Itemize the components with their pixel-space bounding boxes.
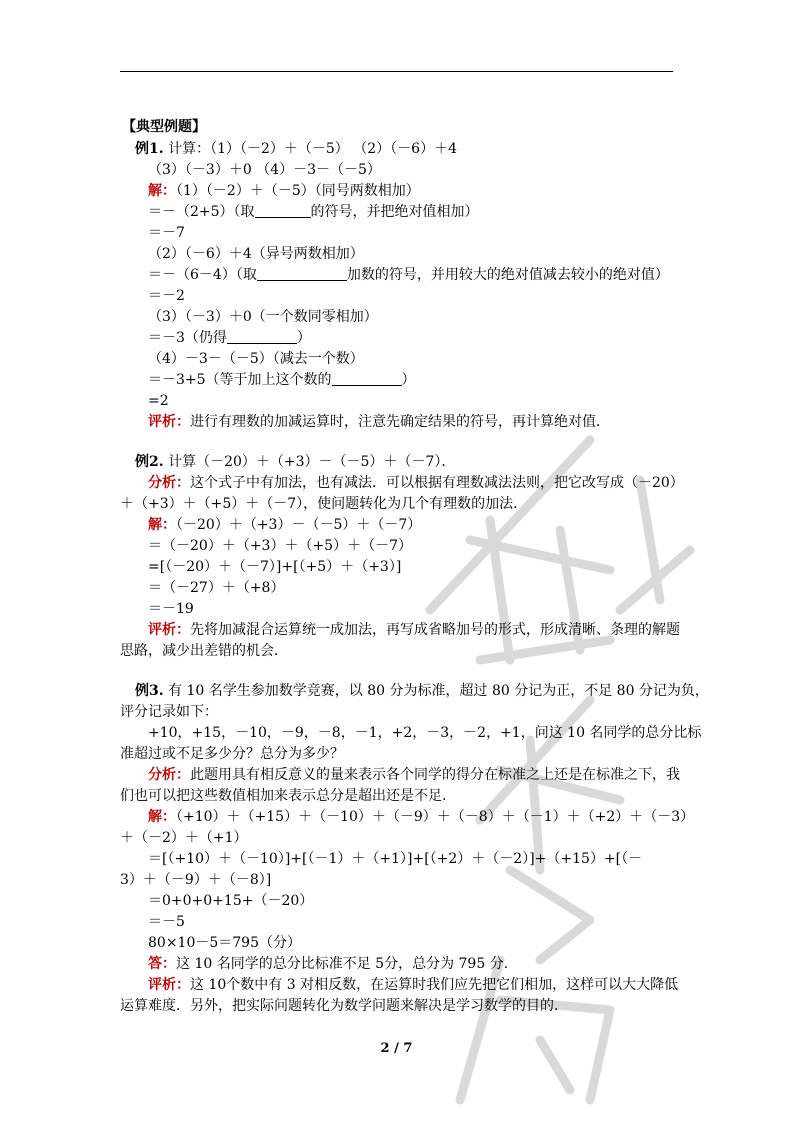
- ex1-step-2: [148, 202, 479, 222]
- ex3-step-2: ＋（－2）＋（+1）: [120, 830, 248, 846]
- ex3-answer-text: 这 10 名同学的总分比标准不足 5分，总分为 795 分．: [176, 956, 518, 972]
- ex2-analysis-1: 这个式子中有加法，也有减法．可以根据有理数减法法则，把它改写成（－20）: [190, 475, 684, 491]
- ex1-comment-label: 评析：: [148, 414, 190, 430]
- ex3-question-line-1: [135, 681, 709, 701]
- ex1-question-line-1: [135, 139, 457, 159]
- ex1-step-5-start: ＝－（6－4）（取: [148, 267, 257, 283]
- ex3-step-7: 80×10－5＝795（分）: [148, 935, 301, 951]
- header-rule: [120, 71, 673, 72]
- section-title: 【典型例题】: [122, 119, 206, 135]
- ex1-step-10: [148, 370, 416, 390]
- fill-blank-1[interactable]: [255, 203, 311, 218]
- ex1-step-8-start: ＝－3（仍得: [148, 330, 227, 346]
- ex3-comment-line-1: [148, 975, 678, 995]
- ex3-question-4: 准超过或不足多少分？总分为多少？: [120, 746, 344, 762]
- fill-blank-4[interactable]: [332, 371, 402, 386]
- ex3-step-3: ＝[（+10）＋（－10）]+[（－1）＋（+1）]+[（+2）＋（－2）]+（+15）+[（－: [148, 851, 643, 867]
- ex2-comment-line-1: [148, 620, 680, 640]
- ex2-comment-2: 思路，减少出差错的机会．: [120, 643, 288, 659]
- ex1-question-1: 计算：（1）（－2）＋（－5） （2）（－6）＋4: [168, 141, 457, 157]
- ex1-step-1: （1）（－2）＋（－5）（同号两数相加）: [176, 183, 420, 199]
- ex1-step-7: （3）（－3）＋0（一个数同零相加）: [148, 309, 378, 325]
- ex2-step-5: ＝－19: [148, 601, 194, 617]
- ex1-step-4: （2）（－6）＋4（异号两数相加）: [148, 246, 364, 262]
- ex1-step-10-end: ）: [401, 372, 416, 388]
- ex3-step-6: ＝－5: [148, 914, 185, 930]
- ex1-step-8: [148, 328, 311, 348]
- ex3-analysis-1: 此题用具有相反意义的量来表示各个同学的得分在标准之上还是在标准之下，我: [190, 767, 680, 783]
- ex3-analysis-label: 分析：: [148, 767, 190, 783]
- ex2-comment-1: 先将加减混合运算统一成加法，再写成省略加号的形式，形成清晰、条理的解题: [190, 622, 680, 638]
- ex2-step-1: （－20）＋（+3）－（－5）＋（－7）: [176, 517, 422, 533]
- ex3-solve-label: 解：: [148, 809, 176, 825]
- ex3-step-1: （+10）＋（+15）＋（－10）＋（－9）＋（－8）＋（－1）＋（+2）＋（－3）: [176, 809, 695, 825]
- ex3-step-4: 3）＋（－9）＋（－8）]: [120, 872, 272, 888]
- ex3-comment-2: 运算难度．另外，把实际问题转化为数学问题来解决是学习数学的目的．: [120, 998, 568, 1014]
- ex3-label: 例3.: [135, 683, 164, 699]
- ex2-comment-label: 评析：: [148, 622, 190, 638]
- ex1-step-10-start: ＝－3+5（等于加上这个数的: [148, 372, 332, 388]
- ex1-question-2: （3）（－3）＋0 （4）－3－（－5）: [148, 162, 381, 178]
- ex2-step-2: ＝（－20）＋（+3）＋（+5）＋（－7）: [148, 538, 412, 554]
- ex1-step-5: [148, 265, 669, 285]
- ex3-question-1: 有 10 名学生参加数学竞赛，以 80 分为标准，超过 80 分记为正，不足 80 分记为负，: [168, 683, 709, 699]
- ex3-comment-label: 评析：: [148, 977, 190, 993]
- ex3-question-3: +10，+15，－10，－9，－8，－1，+2，－3，－2，+1，问这 10 名同学的总分比标: [148, 725, 702, 741]
- ex1-step-5-end: 加数的符号，并用较大的绝对值减去较小的绝对值）: [346, 267, 669, 283]
- ex2-question: [135, 452, 455, 472]
- fill-blank-2[interactable]: [257, 266, 347, 281]
- ex2-label: 例2.: [135, 454, 164, 470]
- ex1-comment-text: 进行有理数的加减运算时，注意先确定结果的符号，再计算绝对值．: [190, 414, 610, 430]
- ex3-analysis-2: 们也可以把这些数值相加来表示总分是超出还是不足．: [120, 788, 456, 804]
- ex3-analysis-line-1: [148, 765, 680, 785]
- ex2-solution-line-1: [148, 515, 421, 535]
- ex1-step-2-end: 的符号，并把绝对值相加）: [310, 204, 479, 220]
- ex1-step-9: （4）－3－（－5）（减去一个数）: [148, 351, 364, 367]
- ex2-analysis-line-1: [148, 473, 684, 493]
- ex2-question-text: 计算（－20）＋（+3）－（－5）＋（－7）．: [168, 454, 456, 470]
- ex1-step-8-end: ）: [296, 330, 311, 346]
- ex2-analysis-label: 分析：: [148, 475, 190, 491]
- ex1-step-3: ＝－7: [148, 225, 185, 241]
- ex2-step-4: ＝（－27）＋（+8）: [148, 580, 285, 596]
- ex2-solve-label: 解：: [148, 517, 176, 533]
- ex1-label: 例1.: [135, 141, 164, 157]
- ex1-solve-label: 解：: [148, 183, 176, 199]
- ex2-analysis-2: ＋（+3）＋（+5）＋（－7），使问题转化为几个有理数的加法．: [120, 496, 528, 512]
- ex1-solution-line-1: [148, 181, 420, 201]
- ex1-step-2-start: ＝－（2+5）（取: [148, 204, 255, 220]
- ex3-answer: [148, 954, 518, 974]
- ex3-solution-line-1: [148, 807, 694, 827]
- ex3-step-5: ＝0+0+0+15+（－20）: [148, 893, 314, 909]
- page-number: 2 / 7: [380, 1041, 413, 1056]
- ex1-step-6: ＝－2: [148, 288, 185, 304]
- fill-blank-3[interactable]: [227, 329, 297, 344]
- ex1-step-11: =2: [148, 393, 169, 409]
- ex3-comment-1: 这 10个数中有 3 对相反数，在运算时我们应先把它们相加，这样可以大大降低: [190, 977, 679, 993]
- ex3-question-2: 评分记录如下：: [120, 704, 218, 720]
- ex3-answer-label: 答：: [148, 956, 176, 972]
- ex1-comment: [148, 412, 610, 432]
- ex2-step-3: =[（－20）＋（－7）]+[（+5）＋（+3）]: [148, 559, 402, 575]
